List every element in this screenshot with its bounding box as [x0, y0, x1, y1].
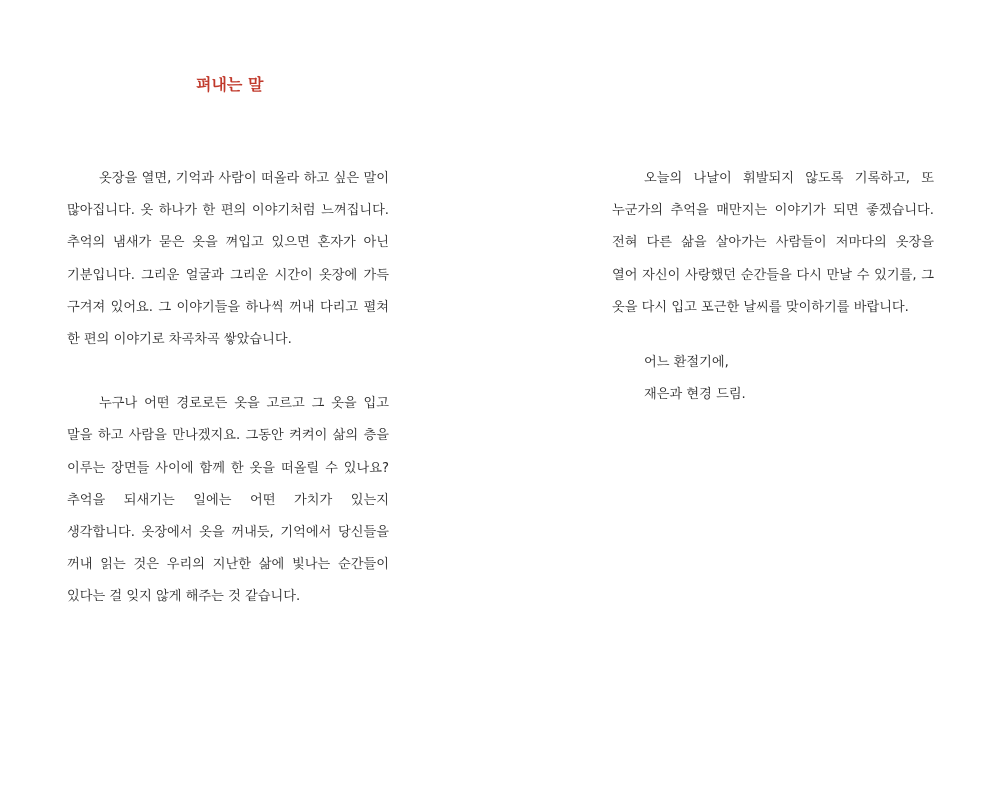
right-paragraph-1: 오늘의 나날이 휘발되지 않도록 기록하고, 또 누군가의 추억을 매만지는 이야기가 되면 좋겠습니다. 전혀 다른 삶을 살아가는 사람들이 저마다의 옷장을 열어 자신이 사랑했던 순간들을 다시 만날 수 있기를, 그 옷을 다시 입고 포근한 날씨를 맞이하기를 바랍니다.: [612, 171, 934, 315]
page-title: 펴내는 말: [196, 75, 264, 94]
right-page-body: [612, 163, 934, 411]
left-paragraph-1: 옷장을 열면, 기억과 사람이 떠올라 하고 싶은 말이 많아집니다. 옷 하나가 한 편의 이야기처럼 느껴집니다. 추억의 냄새가 묻은 옷을 껴입고 있으면 혼자가 아닌 기분입니다. 그리운 얼굴과 그리운 시간이 옷장에 가득 구겨져 있어요. 그 이야기들을 하나씩 꺼내 다리고 펼쳐 한 편의 이야기로 차곡차곡 쌓았습니다.: [67, 171, 389, 348]
left-paragraph-2: 누구나 어떤 경로로든 옷을 고르고 그 옷을 입고 말을 하고 사람을 만나겠지요. 그동안 켜켜이 삶의 층을 이루는 장면들 사이에 함께 한 옷을 떠올릴 수 있나요? 추억을 되새기는 일에는 어떤 가치가 있는지 생각합니다. 옷장에서 옷을 꺼내듯, 기억에서 당신들을 꺼내 읽는 것은 우리의 지난한 삶에 빛나는 순간들이 있다는 걸 잊지 않게 해주는 것 같습니다.: [67, 396, 389, 605]
signoff-date-line: 어느 환절기에,: [644, 355, 729, 371]
signoff-authors-line: 재은과 현경 드림.: [644, 387, 746, 403]
signoff: [612, 347, 934, 411]
left-page-body: [67, 163, 389, 614]
